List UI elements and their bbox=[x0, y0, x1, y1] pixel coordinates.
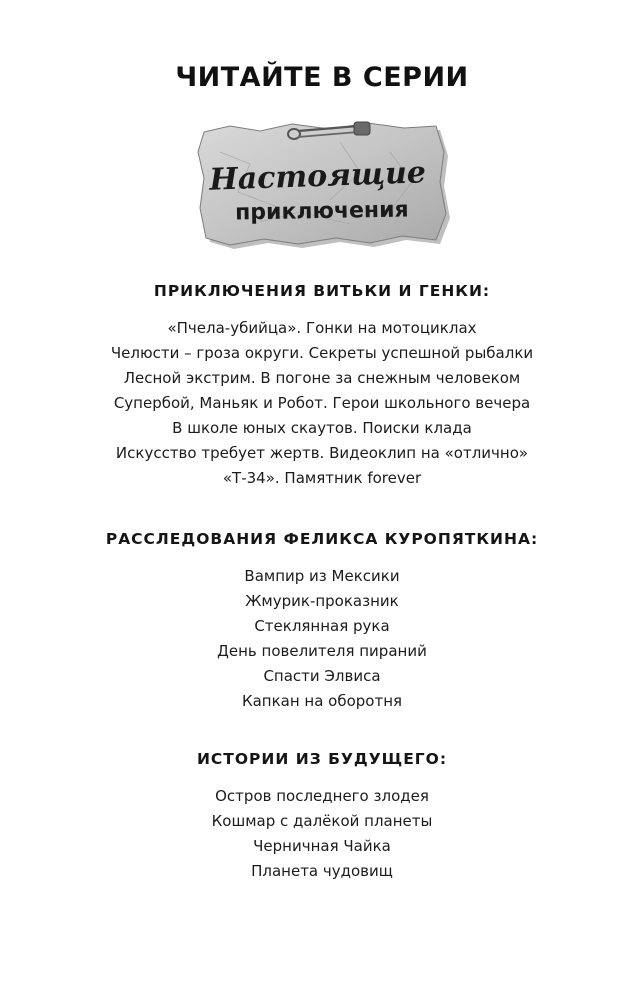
book-list bbox=[0, 784, 644, 884]
book-title: Вампир из Мексики bbox=[244, 567, 400, 585]
book-title: Стеклянная рука bbox=[254, 617, 390, 635]
book-title: Лесной экстрим. В погоне за снежным человеком bbox=[123, 369, 521, 387]
series-section-future bbox=[0, 750, 644, 884]
book-title: «Т-34». Памятник forever bbox=[222, 469, 422, 487]
section-heading: ПРИКЛЮЧЕНИЯ ВИТЬКИ И ГЕНКИ: bbox=[153, 282, 491, 300]
series-logo bbox=[190, 112, 452, 250]
book-title: «Пчела-убийца». Гонки на мотоциклах bbox=[167, 319, 477, 337]
page-title: ЧИТАЙТЕ В СЕРИИ bbox=[175, 62, 469, 93]
series-section-felix bbox=[0, 530, 644, 714]
book-title: Супербой, Маньяк и Робот. Герои школьного вечера bbox=[113, 394, 531, 412]
series-section-vitka-genka bbox=[0, 282, 644, 491]
book-title: В школе юных скаутов. Поиски клада bbox=[172, 419, 472, 437]
logo-line-2: приключения bbox=[234, 197, 409, 226]
torn-paper-logo bbox=[190, 112, 452, 250]
book-list bbox=[0, 316, 644, 491]
section-heading: РАССЛЕДОВАНИЯ ФЕЛИКСА КУРОПЯТКИНА: bbox=[105, 530, 539, 548]
book-title: Остров последнего злодея bbox=[215, 787, 429, 805]
book-list bbox=[0, 564, 644, 714]
book-title: Спасти Элвиса bbox=[263, 667, 381, 685]
book-title: Капкан на оборотня bbox=[241, 692, 403, 710]
section-heading: ИСТОРИИ ИЗ БУДУЩЕГО: bbox=[196, 750, 448, 768]
book-title: Кошмар с далёкой планеты bbox=[211, 812, 433, 830]
book-title: Черничная Чайка bbox=[253, 837, 391, 855]
logo-line-1: Настоящие bbox=[208, 155, 427, 198]
book-title: Планета чудовищ bbox=[251, 862, 393, 880]
book-title: День повелителя пираний bbox=[217, 642, 427, 660]
book-title: Челюсти – гроза округи. Секреты успешной рыбалки bbox=[110, 344, 534, 362]
book-title: Жмурик-проказник bbox=[245, 592, 399, 610]
book-title: Искусство требует жертв. Видеоклип на «отлично» bbox=[115, 444, 529, 462]
